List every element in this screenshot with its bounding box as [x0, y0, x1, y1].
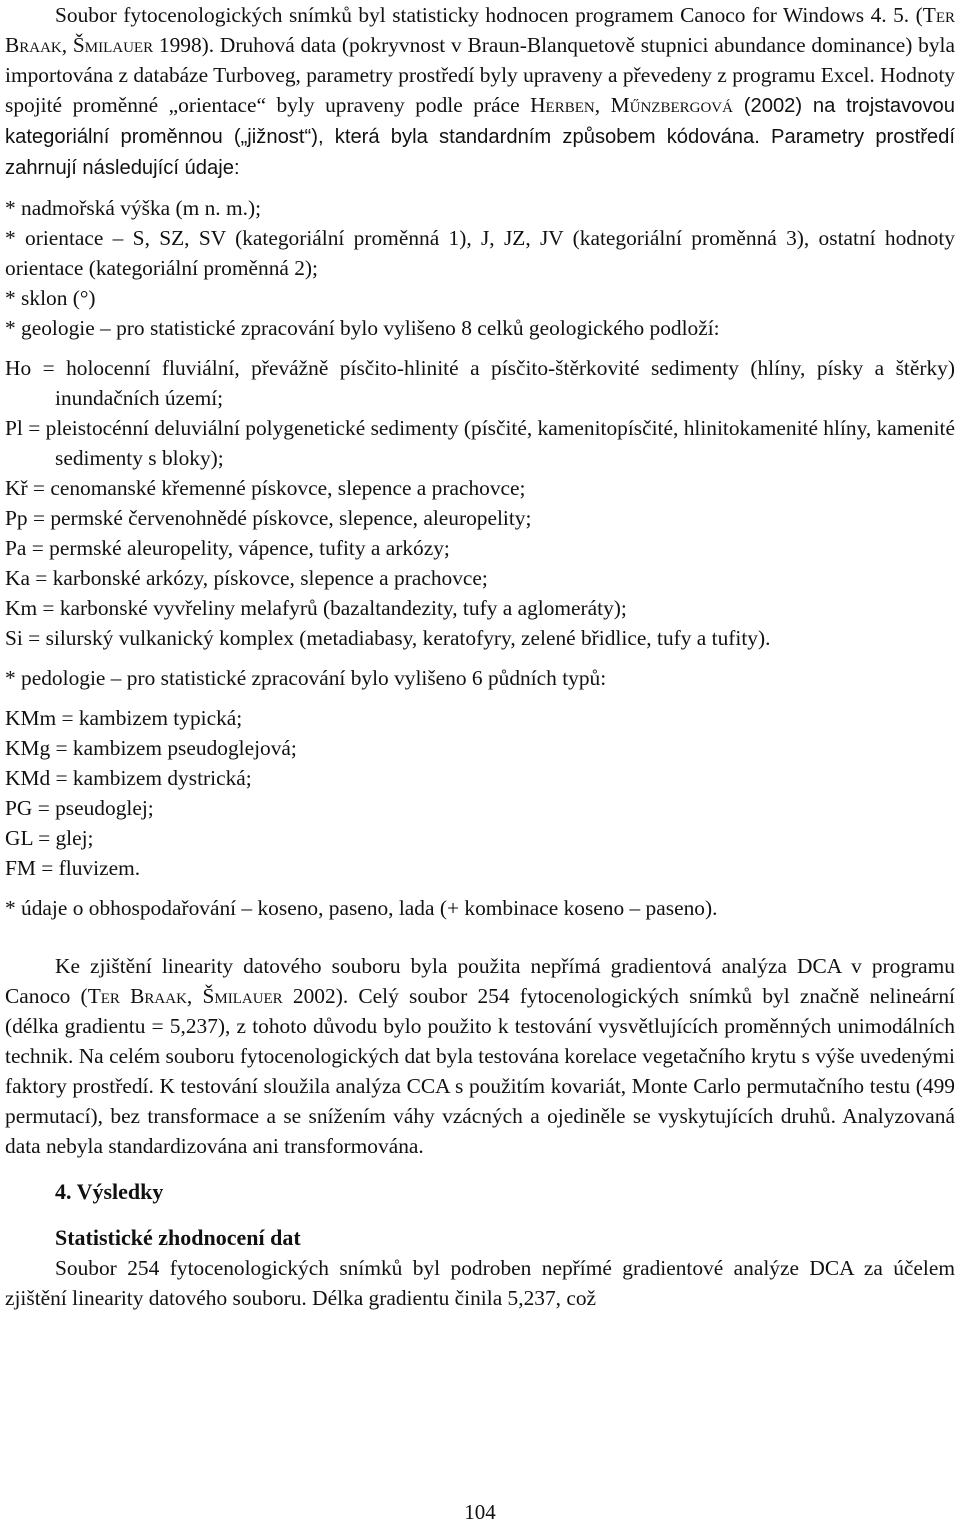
pedology-list — [5, 703, 955, 883]
citation-author: Ter Braak, Šmilauer — [5, 3, 955, 57]
geology-item: Kř = cenomanské křemenné pískovce, slepence a prachovce; — [5, 476, 526, 500]
param-pedology: * pedologie – pro statistické zpracování bylo vylišeno 6 půdních typů: — [5, 666, 607, 690]
text-run: Soubor fytocenologických snímků byl statisticky hodnocen programem Canoco for Windows 4. 5. ( — [55, 3, 923, 27]
citation-author: Herben, Műnzbergová — [530, 93, 733, 117]
geology-item: Pp = permské červenohnědé pískovce, slepence, aleuropelity; — [5, 506, 532, 530]
geology-item: Si = silurský vulkanický komplex (metadiabasy, keratofyry, zelené břidlice, tufy a tufity). — [5, 626, 771, 650]
results-paragraph: Soubor 254 fytocenologických snímků byl podroben nepřímé gradientové analýze DCA za účelem zjištění linearity datového souboru. Délka gradientu činila 5,237, což — [5, 1256, 955, 1310]
param-geology: * geologie – pro statistické zpracování bylo vylišeno 8 celků geologického podloží: — [5, 316, 720, 340]
pedology-item: KMm = kambizem typická; — [5, 706, 243, 730]
pedology-item: PG = pseudoglej; — [5, 796, 154, 820]
text-run: Ke zjištění linearity datového souboru byla použita nepřímá gradientová analýza DCA v programu Canoco ( — [5, 954, 955, 1008]
geology-list — [5, 353, 955, 653]
geology-item: Ka = karbonské arkózy, pískovce, slepence a prachovce; — [5, 566, 488, 590]
text-run: 2002). Celý soubor 254 fytocenologických snímků byl značně nelineární (délka gradientu = 5,237), z tohoto důvodu bylo použito k testování vysvětlujících proměnných unimodálních technik. Na celém souboru fytocenologických dat byla testována korelace vegetačního krytu s výše uvedenými faktory prostředí. K testování sloužila analýza CCA s použitím kovariát, Monte Carlo permutačního testu (499 permutací), bez transformace a se snížením váhy vzácných a ojediněle se vyskytujících druhů. Analyzovaná data nebyla standardizována ani transformována. — [5, 984, 955, 1158]
geology-item: Ho = holocenní fluviální, převážně písčito-hlinité a písčito-štěrkovité sedimenty (hlíny, písky a štěrky) inundačních území; — [5, 356, 955, 410]
geology-item: Pl = pleistocénní deluviální polygenetické sedimenty (písčité, kamenitopísčité, hlinitokamenité hlíny, kamenité sedimenty s bloky); — [5, 416, 955, 470]
methods-paragraph — [5, 0, 955, 183]
param-slope: * sklon (°) — [5, 286, 96, 310]
geology-item: Pa = permské aleuropelity, vápence, tufity a arkózy; — [5, 536, 450, 560]
pedology-item: KMg = kambizem pseudoglejová; — [5, 736, 297, 760]
section-heading: 4. Výsledky — [55, 1179, 164, 1204]
text-run: 1998). Druhová data (pokryvnost v Braun-Blanquetově stupnici abundance dominance) byla importována z databáze Turboveg, parametry prostředí byly upraveny a převedeny z programu Excel. Hodnoty spojité proměnné „orientace“ byly upraveny podle práce — [5, 33, 955, 117]
subsection-heading: Statistické zhodnocení dat — [55, 1225, 301, 1250]
text-run: (2002) na trojstavovou kategoriální proměnnou („jižnost“), která byla standardním způsobem kódována. Parametry prostředí zahrnují následující údaje: — [5, 95, 956, 179]
pedology-item: FM = fluvizem. — [5, 856, 141, 880]
geology-item: Km = karbonské vyvřeliny melafyrů (bazaltandezity, tufy a aglomeráty); — [5, 596, 627, 620]
analysis-paragraph — [5, 951, 955, 1161]
param-orientation: * orientace – S, SZ, SV (kategoriální proměnná 1), J, JZ, JV (kategoriální proměnná 3), ostatní hodnoty orientace (kategoriální proměnná 2); — [5, 226, 955, 280]
param-management: * údaje o obhospodařování – koseno, paseno, lada (+ kombinace koseno – paseno). — [5, 896, 718, 920]
param-altitude: * nadmořská výška (m n. m.); — [5, 196, 262, 220]
pedology-item: GL = glej; — [5, 826, 94, 850]
citation-author: Ter Braak, Šmilauer — [87, 984, 283, 1008]
page-number: 104 — [464, 1500, 496, 1524]
page-content — [5, 0, 955, 1313]
pedology-item: KMd = kambizem dystrická; — [5, 766, 252, 790]
